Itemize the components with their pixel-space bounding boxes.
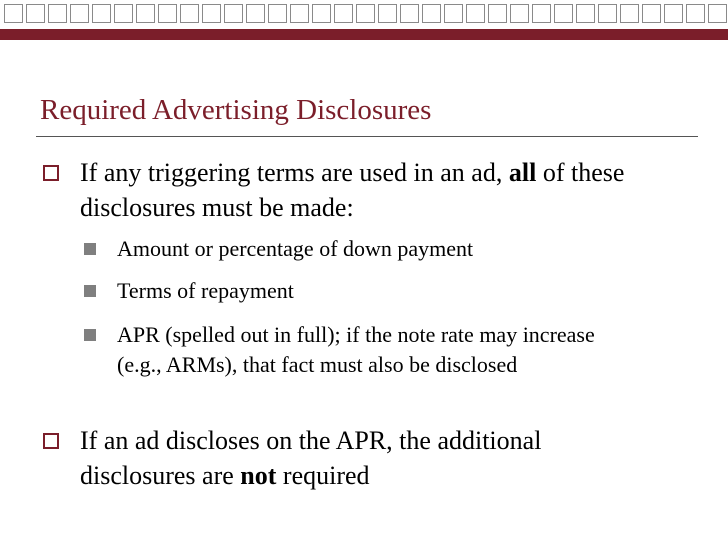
filled-square-icon (84, 329, 96, 341)
hollow-square-icon (43, 165, 59, 181)
bullet-text-part: of these disclosures must be made: (80, 158, 625, 222)
bullet-text (80, 155, 670, 225)
filled-square-icon (84, 285, 96, 297)
hollow-square-icon (43, 433, 59, 449)
sub-bullet-text: APR (spelled out in full); if the note rate may increase (e.g., ARMs), that fact must also be disclosed (117, 322, 595, 377)
bullet-text-emphasis: not (240, 461, 277, 490)
bullet-text-emphasis: all (508, 158, 537, 187)
slide-title: Required Advertising Disclosures (40, 94, 432, 126)
bullet-text (80, 423, 640, 493)
sub-bullet-text: Terms of repayment (117, 278, 294, 303)
filled-square-icon (84, 243, 96, 255)
sub-bullet-text: Amount or percentage of down payment (117, 236, 474, 261)
bullet-text-part: required (276, 461, 370, 490)
bullet-text-part: If any triggering terms are used in an ad, (80, 158, 509, 187)
bullet-text-part: If an ad discloses on the APR, the additional disclosures are (80, 426, 542, 490)
